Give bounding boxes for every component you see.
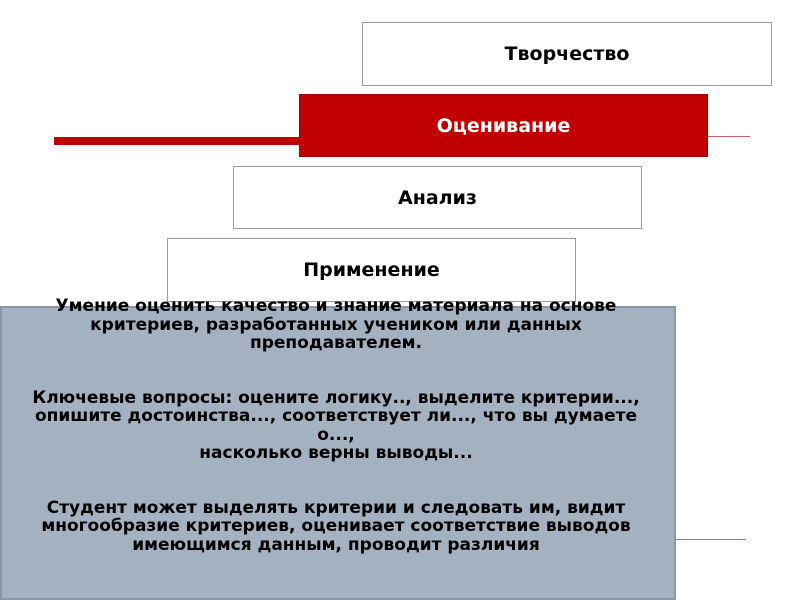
level-analysis[interactable]	[233, 166, 642, 229]
description-student-skills: Студент может выделять критерии и следовать им, видит многообразие критериев, оценивает соответствие выводов имеющимся данным, проводит различия	[41, 498, 631, 555]
level-analysis-label: Анализ	[398, 186, 477, 209]
level-creativity-label: Творчество	[504, 43, 630, 65]
description-key-questions: Ключевые вопросы: оцените логику.., выделите критерии..., опишите достоинства..., соответствует ли..., что вы думаете о..., насколько верны выводы...	[32, 388, 640, 464]
lower-connector-line	[676, 539, 746, 540]
level-evaluation[interactable]	[299, 94, 708, 157]
description-text	[16, 279, 656, 573]
level-creativity[interactable]	[362, 22, 772, 86]
evaluation-connector-line	[706, 136, 750, 137]
level-application-label: Применение	[303, 259, 440, 281]
level-evaluation-label: Оценивание	[436, 114, 571, 137]
description-definition: Умение оценить качество и знание материала на основе критериев, разработанных учеником или данных преподавателем.	[55, 296, 617, 354]
evaluation-connector-bar	[54, 137, 304, 145]
